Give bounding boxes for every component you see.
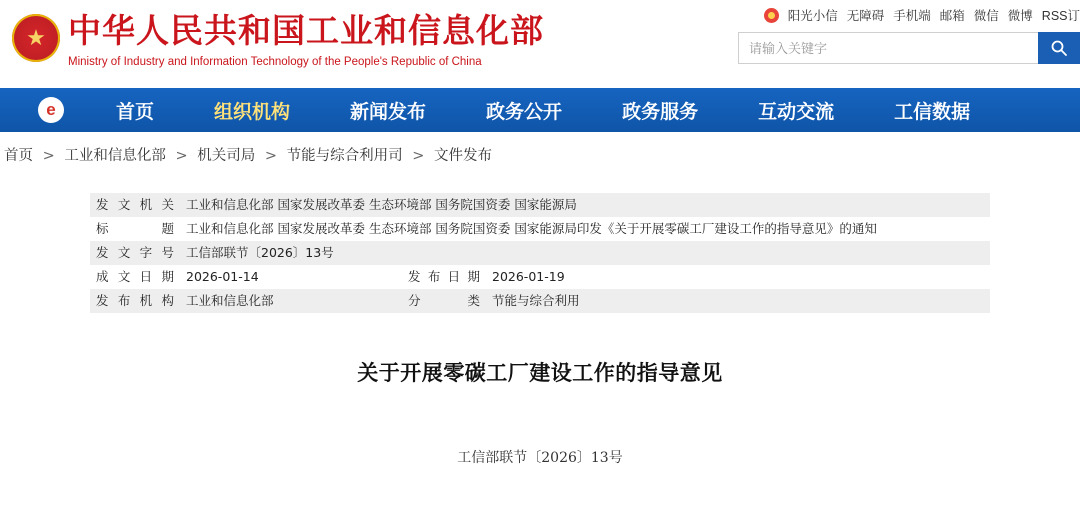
meta-value-category: 节能与综合利用 bbox=[492, 293, 580, 308]
meta-value-title: 工业和信息化部 国家发展改革委 生态环境部 国务院国资委 国家能源局印发《关于开展零碳工厂建设工作的指导意见》的通知 bbox=[186, 221, 877, 236]
table-row bbox=[90, 217, 990, 241]
emblem-star-glyph: ★ bbox=[26, 25, 46, 50]
nav-item-industry-data[interactable]: 工信数据 bbox=[894, 100, 971, 123]
top-link-weibo[interactable]: 微博 bbox=[1007, 9, 1033, 23]
breadcrumb-item-energy-conservation[interactable]: 节能与综合利用司 bbox=[286, 148, 403, 164]
meta-label-publishing-org: 发布机构 bbox=[96, 293, 174, 308]
top-utility-links bbox=[764, 6, 1080, 24]
breadcrumb-separator: > bbox=[175, 148, 188, 164]
page-title: 关于开展零碳工厂建设工作的指导意见 bbox=[357, 361, 723, 385]
table-row bbox=[90, 241, 990, 265]
breadcrumb-separator: > bbox=[264, 148, 278, 164]
table-row bbox=[90, 265, 990, 289]
meta-value-issuing-agency: 工业和信息化部 国家发展改革委 生态环境部 国务院国资委 国家能源局 bbox=[186, 197, 577, 212]
breadcrumb-separator: > bbox=[42, 148, 55, 164]
sun-icon bbox=[764, 8, 779, 23]
top-link-sunshine[interactable]: 阳光小信 bbox=[787, 9, 838, 23]
meta-value-publish-date: 2026-01-19 bbox=[492, 269, 565, 284]
search-input[interactable] bbox=[738, 32, 1038, 64]
table-row bbox=[90, 289, 990, 313]
breadcrumb-separator: > bbox=[412, 148, 425, 164]
top-link-accessibility[interactable]: 无障碍 bbox=[846, 9, 885, 23]
main-navigation bbox=[0, 88, 1080, 132]
top-link-wechat[interactable]: 微信 bbox=[973, 9, 999, 23]
meta-label-title: 标题 bbox=[96, 221, 174, 236]
meta-label-issuing-agency: 发文机关 bbox=[96, 197, 174, 212]
meta-value-completion-date: 2026-01-14 bbox=[186, 269, 259, 284]
table-row bbox=[90, 193, 990, 217]
search-bar bbox=[738, 32, 1080, 64]
site-header bbox=[0, 0, 1080, 88]
search-button[interactable] bbox=[1038, 32, 1080, 64]
breadcrumb-item-home[interactable]: 首页 bbox=[4, 148, 33, 164]
breadcrumb bbox=[0, 132, 1080, 175]
meta-value-document-number: 工信部联节〔2026〕13号 bbox=[186, 245, 334, 260]
top-link-rss[interactable]: RSS订 bbox=[1041, 9, 1080, 23]
nav-item-government-services[interactable]: 政务服务 bbox=[622, 100, 699, 123]
meta-label-completion-date: 成文日期 bbox=[96, 269, 174, 284]
site-title-block bbox=[68, 10, 544, 70]
meta-label-category: 分类 bbox=[408, 293, 480, 308]
site-title-cn: 中华人民共和国工业和信息化部 bbox=[68, 11, 544, 50]
nav-item-government-disclosure[interactable]: 政务公开 bbox=[486, 100, 563, 123]
document-meta-table bbox=[90, 193, 990, 313]
breadcrumb-item-miit[interactable]: 工业和信息化部 bbox=[64, 148, 166, 164]
top-link-mobile[interactable]: 手机端 bbox=[893, 9, 931, 23]
nav-item-interaction[interactable]: 互动交流 bbox=[758, 100, 835, 123]
miit-logo-icon: e bbox=[38, 97, 64, 123]
document-meta bbox=[90, 193, 990, 313]
nav-item-news[interactable]: 新闻发布 bbox=[350, 100, 427, 123]
nav-item-home[interactable]: 首页 bbox=[116, 100, 155, 123]
search-icon bbox=[1050, 39, 1068, 57]
nav-item-organization[interactable]: 组织机构 bbox=[214, 100, 291, 123]
site-title-en: Ministry of Industry and Information Technology of the People's Republic of China bbox=[68, 56, 482, 68]
breadcrumb-item-document-release[interactable]: 文件发布 bbox=[434, 148, 492, 164]
national-emblem-icon bbox=[12, 14, 60, 62]
meta-value-publishing-org: 工业和信息化部 bbox=[186, 293, 274, 308]
meta-label-document-number: 发文字号 bbox=[96, 245, 174, 260]
meta-label-publish-date: 发布日期 bbox=[408, 269, 480, 284]
document-number: 工信部联节〔2026〕13号 bbox=[457, 450, 623, 466]
top-link-mail[interactable]: 邮箱 bbox=[939, 9, 965, 23]
breadcrumb-item-departments[interactable]: 机关司局 bbox=[197, 148, 256, 164]
